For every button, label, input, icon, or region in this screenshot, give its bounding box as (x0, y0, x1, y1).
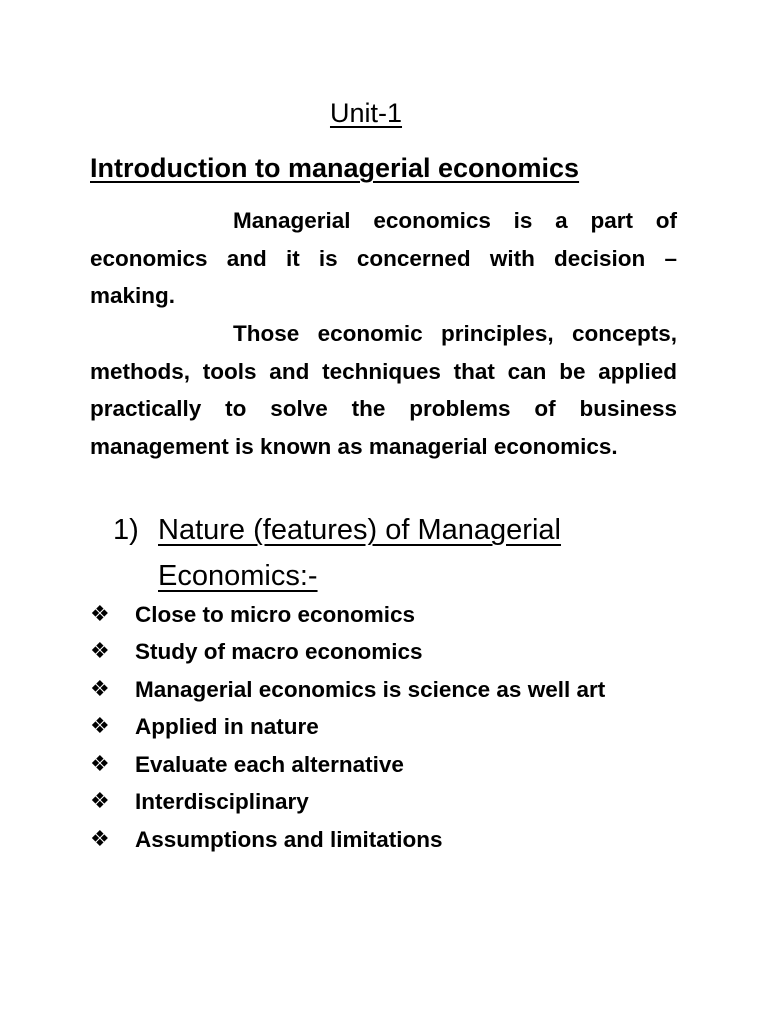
paragraph-definition: Managerial economics is a part of economics and it is concerned with decision – making. (90, 208, 677, 308)
diamond-bullet-icon: ❖ (90, 826, 110, 852)
diamond-bullet-icon: ❖ (90, 676, 110, 702)
list-item-text: Managerial economics is science as well art (135, 676, 606, 702)
list-item (90, 746, 605, 784)
heading-text: Nature (features) of Managerial Economics:- (158, 514, 561, 592)
list-item-text: Assumptions and limitations (135, 826, 443, 852)
features-list (90, 596, 605, 859)
list-item (90, 709, 605, 747)
list-item-text: Study of macro economics (135, 639, 423, 665)
diamond-bullet-icon: ❖ (90, 789, 110, 815)
list-item-text: Applied in nature (135, 714, 319, 740)
heading-number: 1) (113, 514, 139, 546)
list-item (90, 596, 605, 634)
diamond-bullet-icon: ❖ (90, 751, 110, 777)
list-item (90, 671, 605, 709)
list-item (90, 784, 605, 822)
section-heading: Introduction to managerial economics (90, 153, 580, 183)
diamond-bullet-icon: ❖ (90, 714, 110, 740)
unit-title: Unit-1 (329, 98, 403, 128)
list-item-text: Evaluate each alternative (135, 751, 404, 777)
list-item (90, 821, 605, 859)
list-item-text: Interdisciplinary (135, 789, 309, 815)
numbered-heading (113, 507, 713, 599)
list-item (90, 634, 605, 672)
list-item-text: Close to micro economics (135, 601, 416, 627)
diamond-bullet-icon: ❖ (90, 601, 110, 627)
diamond-bullet-icon: ❖ (90, 639, 110, 665)
paragraph-explanation: Those economic principles, concepts, methods, tools and techniques that can be applied practically to solve the problems of business management is known as managerial economics. (90, 321, 677, 459)
